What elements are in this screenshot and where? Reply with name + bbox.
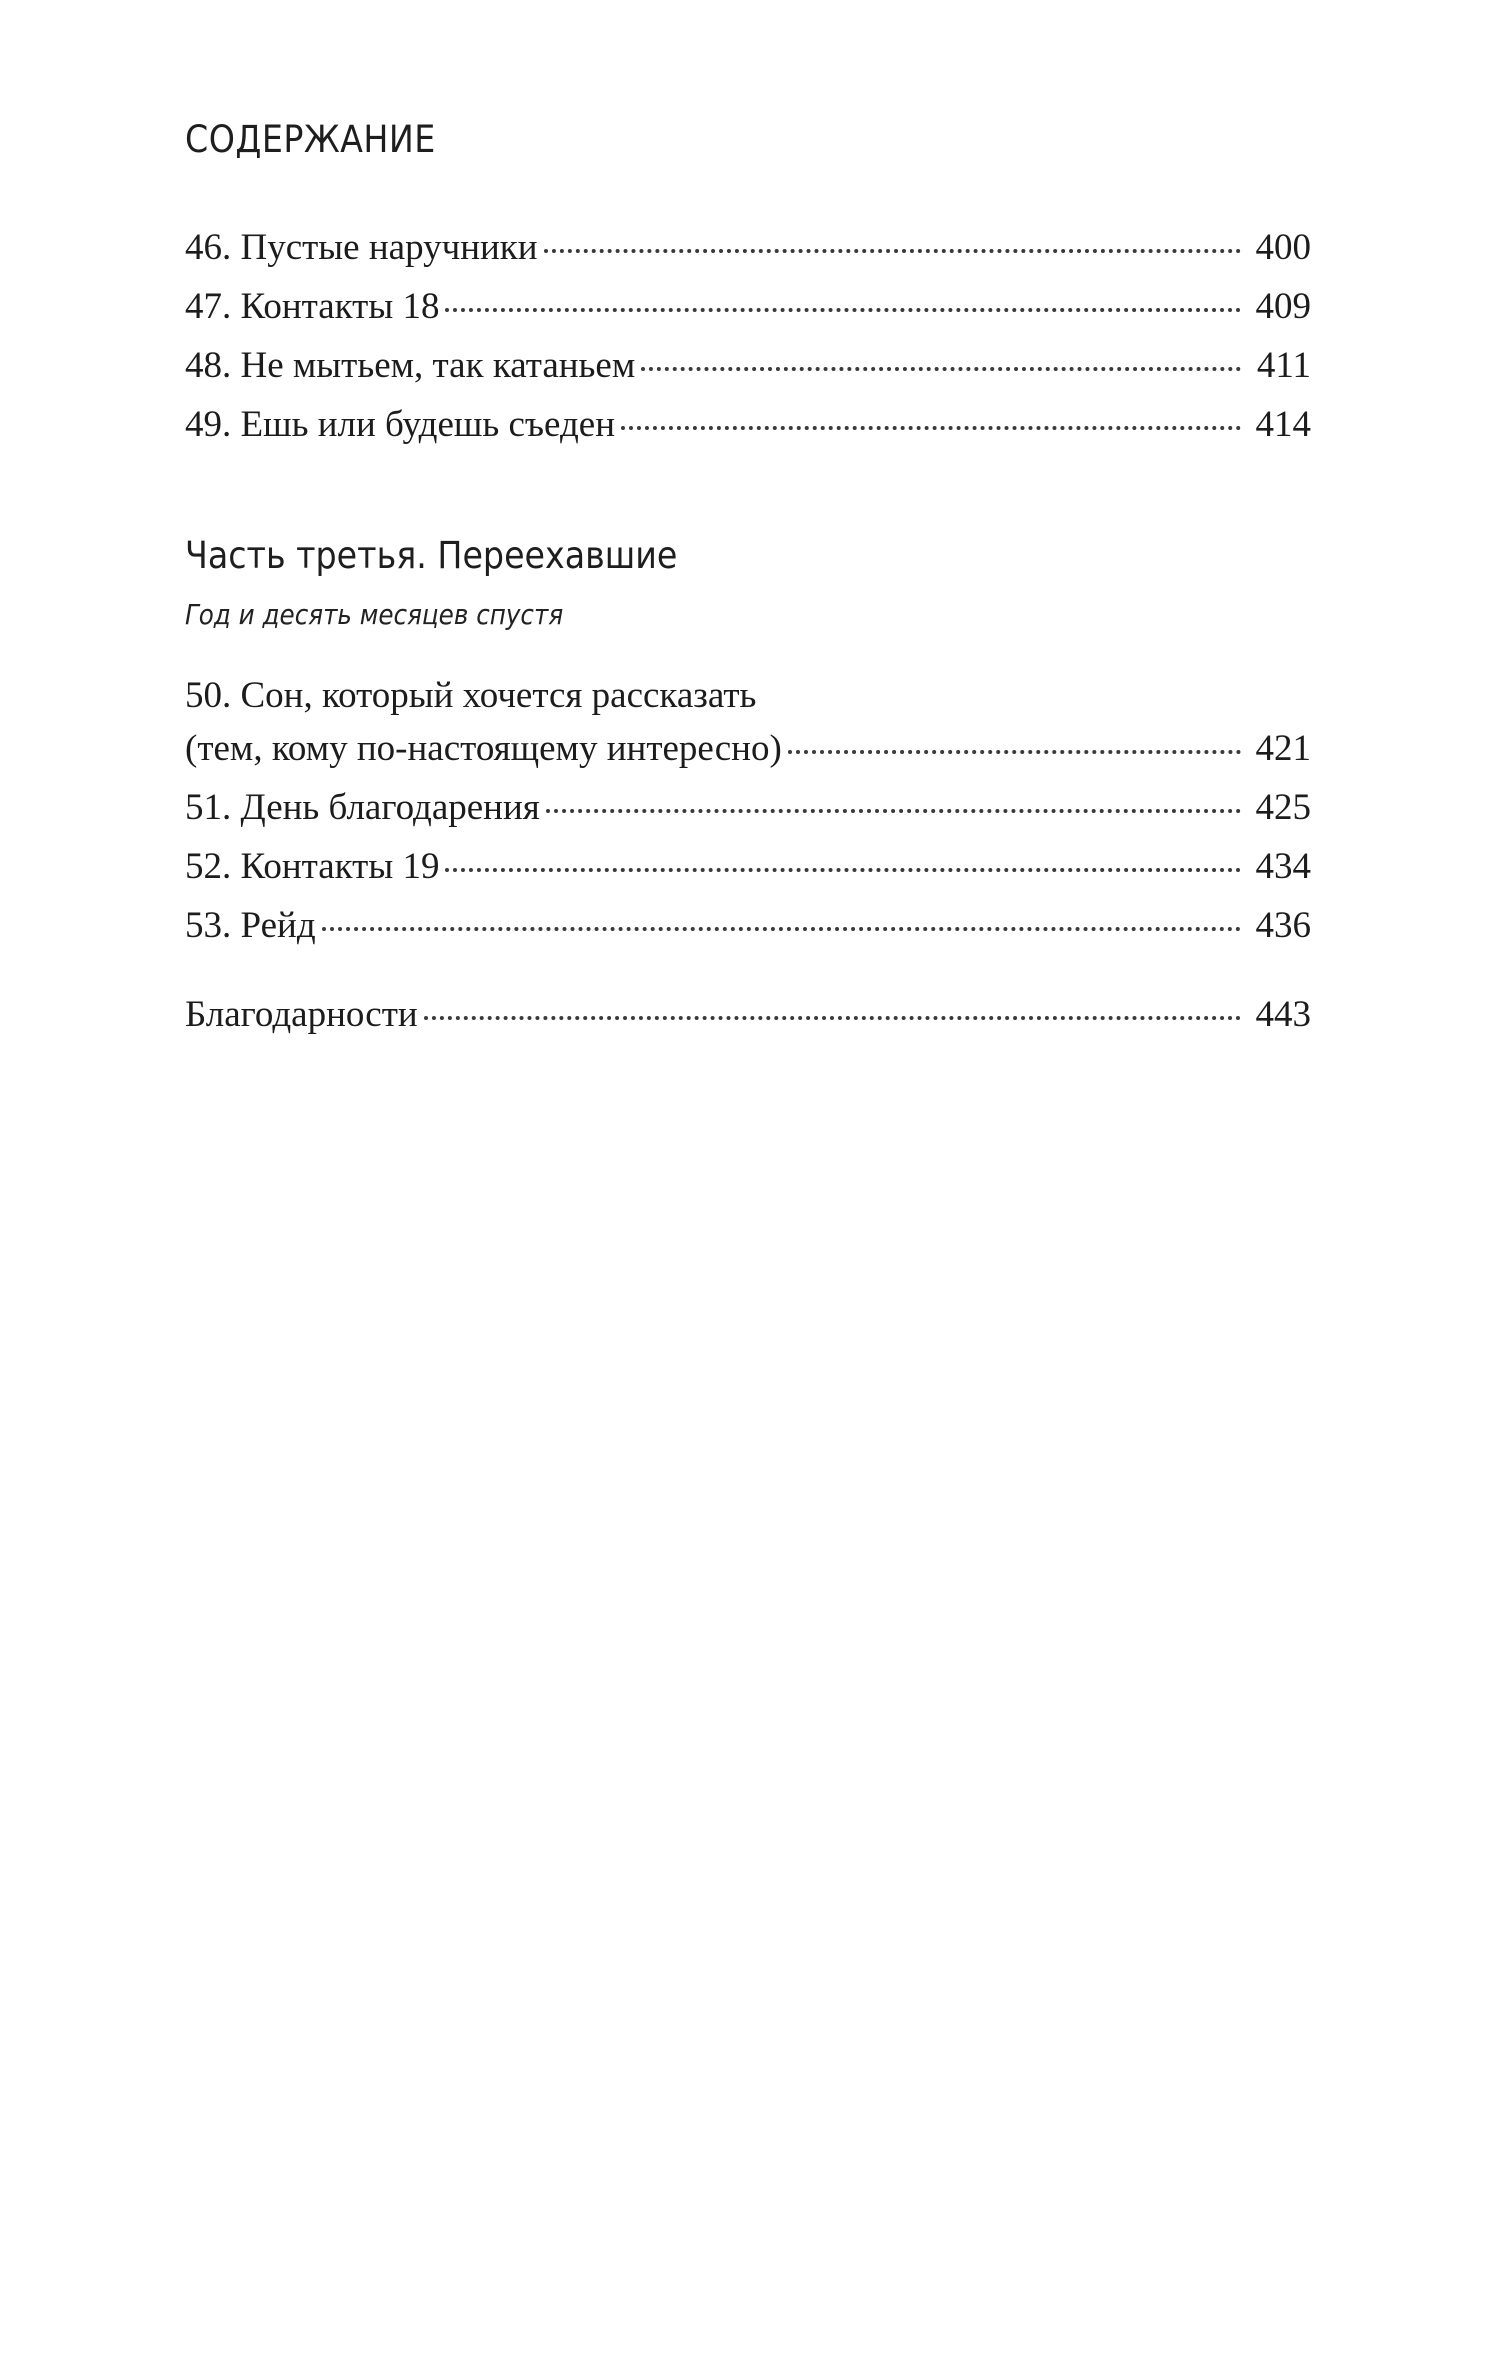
toc-section-back-matter (185, 985, 1311, 1044)
toc-entry-page: 400 (1255, 227, 1311, 268)
toc-entry-page: 434 (1255, 846, 1311, 887)
toc-entry[interactable] (185, 218, 1311, 277)
toc-section-part-three (185, 672, 1311, 955)
toc-entry-title: Благодарности (185, 994, 418, 1035)
toc-section-continued (185, 218, 1311, 454)
dot-leader (445, 307, 1241, 312)
toc-entry[interactable] (185, 277, 1311, 336)
toc-entry-title: 46. Пустые наручники (185, 227, 538, 268)
toc-entry[interactable] (185, 778, 1311, 837)
dot-leader (445, 867, 1241, 872)
toc-entry[interactable] (185, 837, 1311, 896)
toc-entry-title: 49. Ешь или будешь съеден (185, 404, 616, 445)
toc-entry[interactable] (185, 336, 1311, 395)
toc-entry[interactable] (185, 672, 1311, 778)
toc-entry-title: 53. Рейд (185, 905, 316, 946)
toc-entry-page: 443 (1255, 994, 1311, 1035)
toc-entry-title-line2: (тем, кому по-настоящему интересно) (185, 728, 782, 769)
dot-leader (322, 926, 1241, 931)
toc-entry-page: 425 (1255, 787, 1311, 828)
toc-entry-acknowledgements[interactable] (185, 985, 1311, 1044)
dot-leader (424, 1015, 1241, 1020)
dot-leader (641, 366, 1241, 371)
toc-entry[interactable] (185, 395, 1311, 454)
dot-leader (546, 808, 1241, 813)
toc-entry-page: 414 (1255, 404, 1311, 445)
toc-entry[interactable] (185, 896, 1311, 955)
toc-entry-title-line1: 50. Сон, который хочется рассказать (185, 675, 757, 716)
dot-leader (621, 425, 1241, 430)
toc-entry-title: 47. Контакты 18 (185, 286, 440, 327)
toc-entry-page: 409 (1255, 286, 1311, 327)
toc-entry-page: 411 (1256, 345, 1311, 386)
part-subheading: Год и десять месяцев спустя (185, 598, 564, 631)
part-heading: Часть третья. Переехавшие (185, 534, 678, 577)
running-head: СОДЕРЖАНИЕ (185, 118, 436, 161)
toc-entry-title: 51. День благодарения (185, 787, 540, 828)
dot-leader (544, 248, 1241, 253)
toc-entry-title: 48. Не мытьем, так катаньем (185, 345, 636, 386)
toc-entry-line2 (185, 719, 1311, 778)
toc-entry-title: 52. Контакты 19 (185, 846, 440, 887)
toc-entry-page: 436 (1255, 905, 1311, 946)
toc-entry-page: 421 (1255, 728, 1311, 769)
dot-leader (788, 749, 1241, 754)
